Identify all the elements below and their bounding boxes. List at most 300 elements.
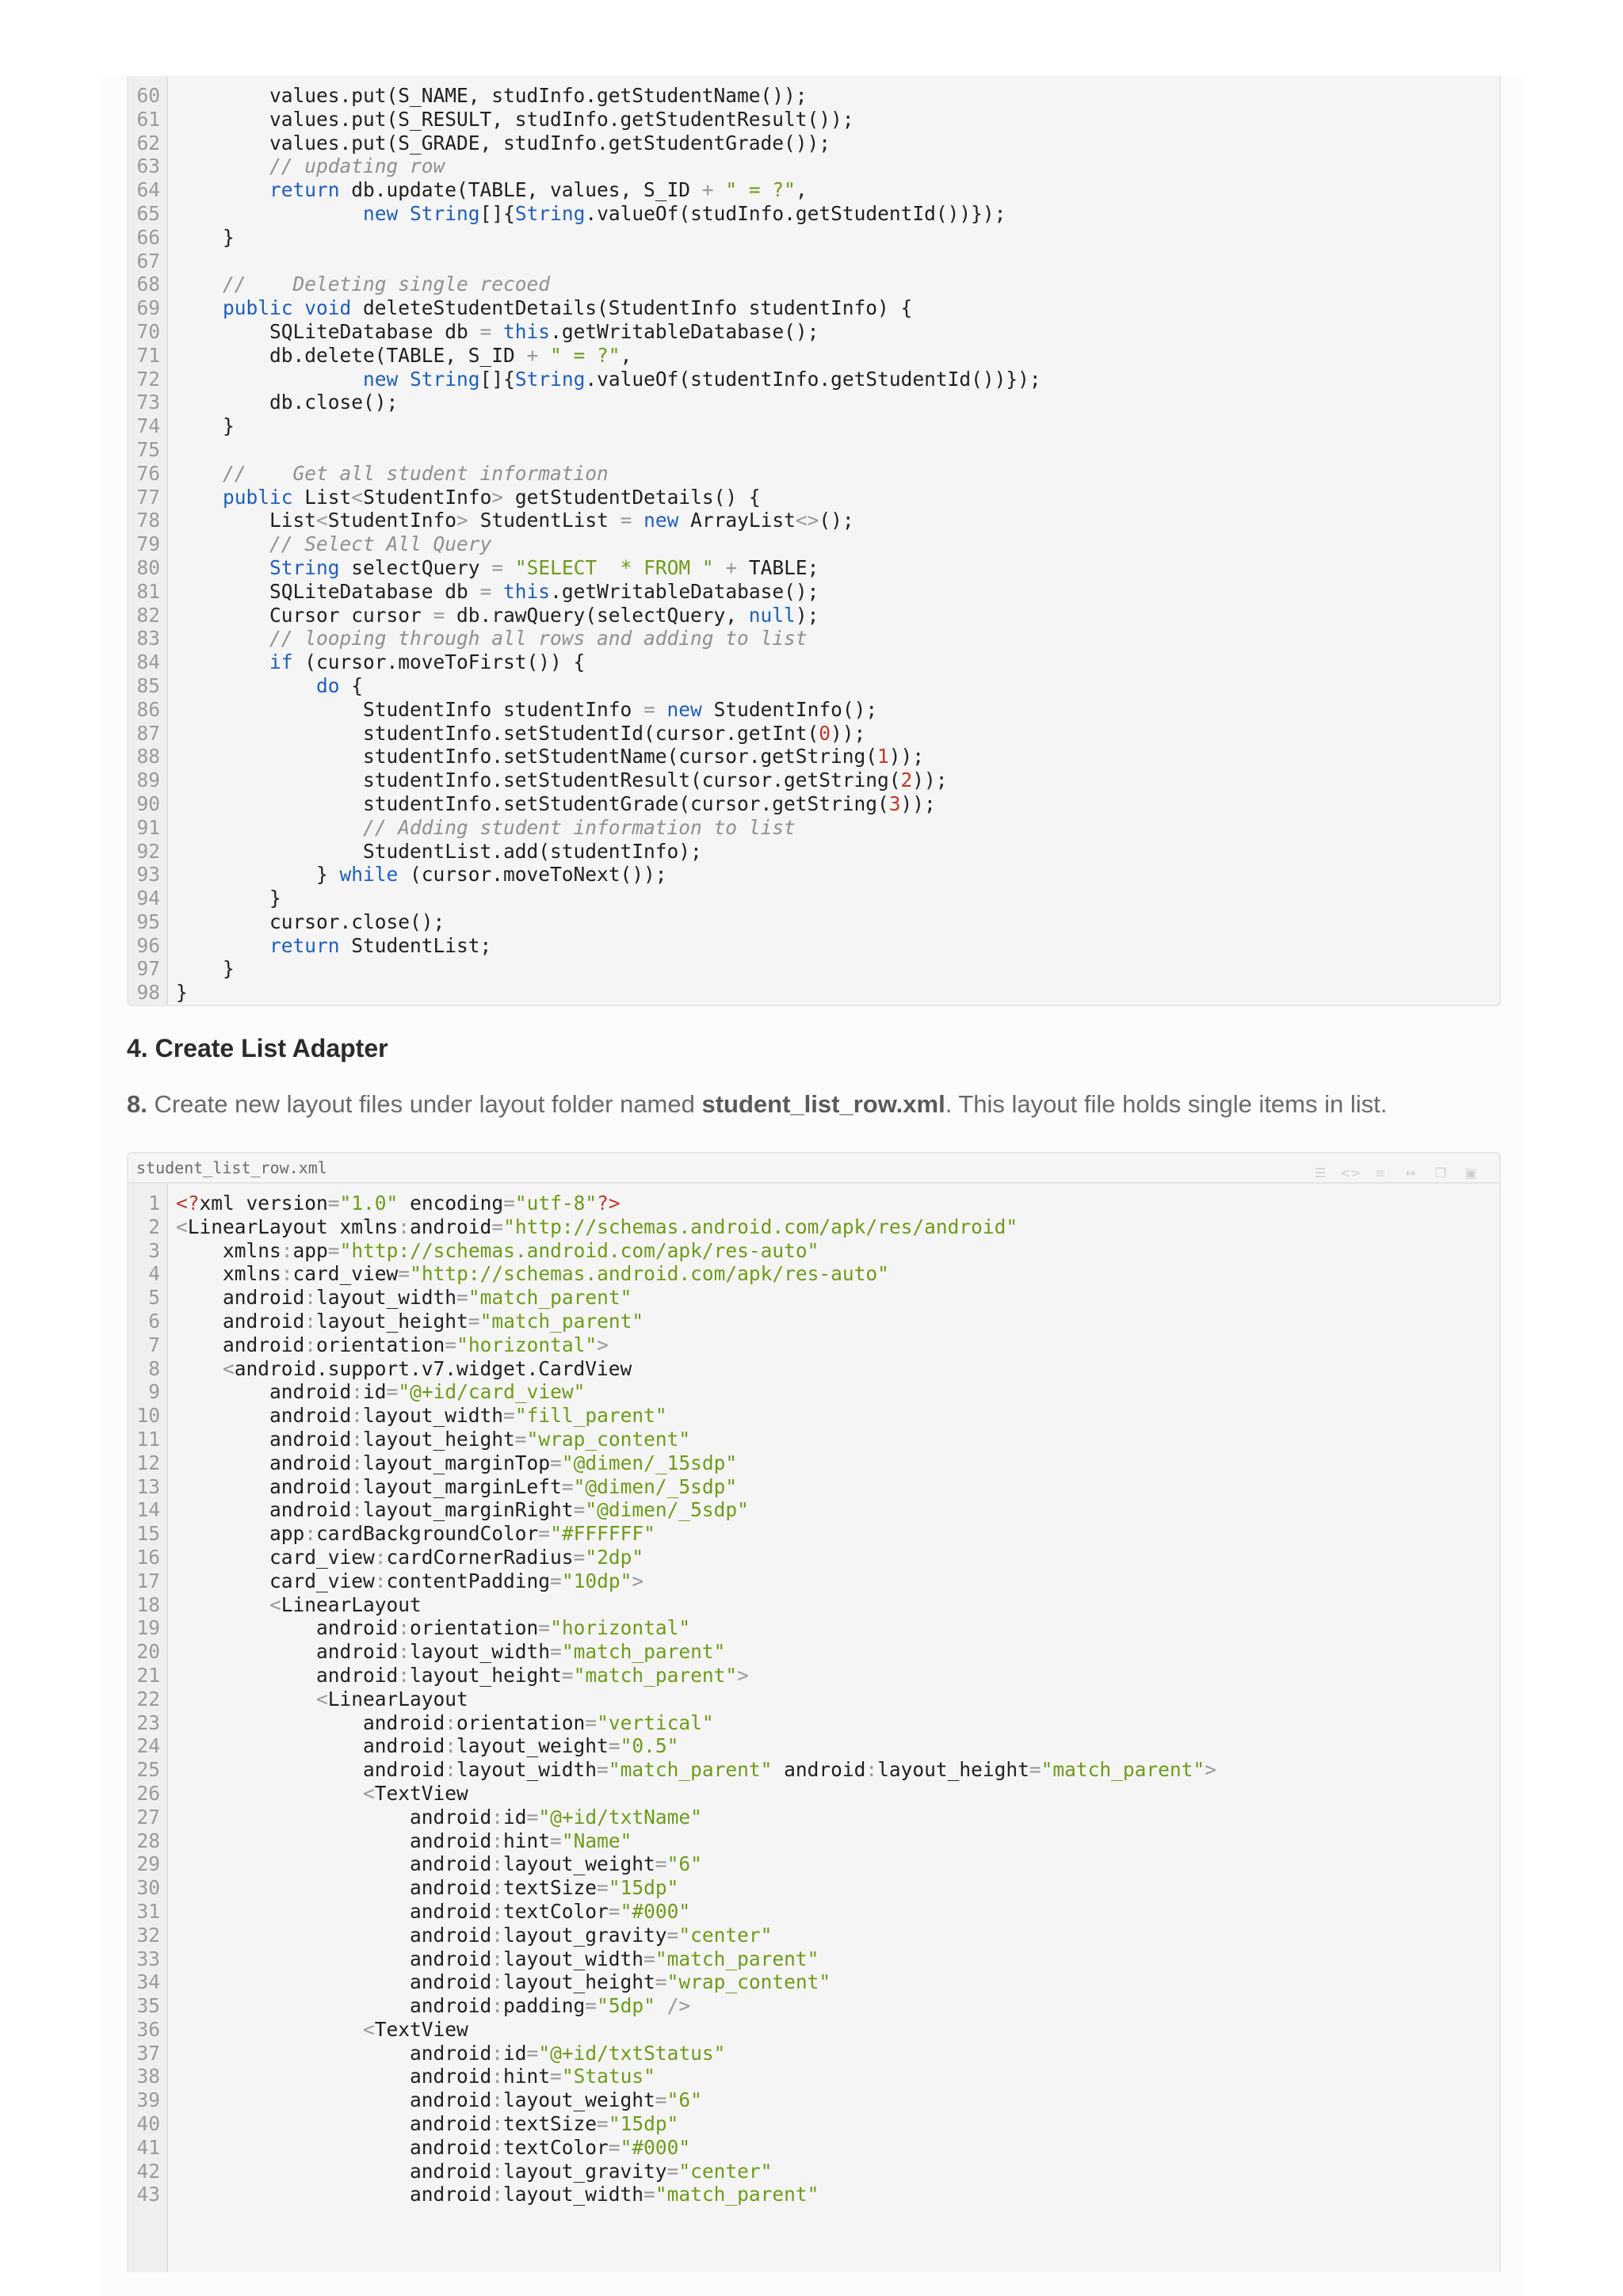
line-number: 83 bbox=[136, 627, 160, 650]
line-number: 98 bbox=[136, 981, 160, 1005]
code-token: 1 bbox=[877, 745, 889, 769]
code-line bbox=[128, 1852, 1499, 1876]
line-number: 64 bbox=[136, 178, 160, 202]
code-token: = bbox=[456, 1286, 468, 1310]
code-token: new bbox=[363, 201, 399, 225]
code-token: : bbox=[398, 1616, 411, 1640]
code-token: = bbox=[643, 1947, 655, 1970]
code-token: []{ bbox=[479, 201, 515, 225]
code-token: = bbox=[597, 2112, 609, 2136]
lines-icon[interactable]: ☰ bbox=[1314, 1165, 1327, 1180]
code-token: = bbox=[514, 1427, 527, 1451]
code-token: : bbox=[281, 1238, 293, 1262]
code-line bbox=[128, 2065, 1499, 2088]
code-token: = bbox=[561, 1663, 574, 1687]
code-token: = bbox=[573, 1498, 586, 1522]
code-block-java bbox=[127, 76, 1501, 1006]
code-token: android bbox=[772, 1758, 866, 1782]
code-token: db.close(); bbox=[176, 391, 399, 414]
code-token: layout_width bbox=[410, 1640, 551, 1664]
code-token: = bbox=[550, 2065, 562, 2088]
code-line bbox=[128, 1380, 1499, 1404]
line-number: 74 bbox=[136, 414, 160, 438]
line-number: 61 bbox=[136, 107, 160, 131]
code-token: (cursor.moveToFirst()) { bbox=[292, 650, 586, 674]
code-token bbox=[176, 178, 269, 201]
expand-icon[interactable]: ↔ bbox=[1405, 1165, 1416, 1180]
window-icon[interactable]: ▣ bbox=[1465, 1165, 1477, 1180]
line-number: 11 bbox=[136, 1427, 160, 1451]
line-number: 37 bbox=[136, 2041, 160, 2065]
code-token: "match_parent" bbox=[479, 1309, 644, 1333]
code-token: android bbox=[176, 1805, 492, 1829]
code-token: StudentInfo bbox=[363, 485, 492, 509]
code-token: = bbox=[468, 1309, 480, 1333]
code-line bbox=[128, 1310, 1499, 1333]
code-token: SQLiteDatabase db bbox=[176, 319, 480, 343]
copy-icon[interactable]: ❐ bbox=[1434, 1165, 1447, 1180]
code-token: db.delete(TABLE, S_ID bbox=[176, 343, 527, 367]
line-number: 33 bbox=[136, 1947, 160, 1970]
code-token: : bbox=[281, 1262, 293, 1286]
code-token: android bbox=[176, 1286, 305, 1310]
code-line bbox=[128, 108, 1499, 132]
list-icon[interactable]: ≡ bbox=[1375, 1165, 1386, 1180]
code-line bbox=[128, 462, 1499, 486]
code-token: "wrap_content" bbox=[526, 1427, 691, 1451]
code-line bbox=[128, 1900, 1499, 1924]
line-number: 80 bbox=[136, 555, 160, 579]
code-token: < bbox=[176, 1215, 188, 1238]
code-token: textColor bbox=[503, 1899, 609, 1923]
line-number: 42 bbox=[136, 2159, 160, 2183]
line-number: 88 bbox=[136, 745, 160, 769]
code-line bbox=[128, 1428, 1499, 1451]
line-number: 10 bbox=[136, 1404, 160, 1428]
line-number: 81 bbox=[136, 579, 160, 603]
code-line bbox=[128, 2160, 1499, 2183]
code-line bbox=[128, 1522, 1499, 1546]
code-token: "@dimen/_5sdp" bbox=[573, 1474, 738, 1498]
code-line bbox=[128, 296, 1499, 320]
code-token: xml version bbox=[199, 1192, 328, 1215]
code-line bbox=[128, 1924, 1499, 1947]
code-token: ArrayList bbox=[678, 509, 796, 532]
code-token: = bbox=[1029, 1758, 1041, 1782]
code-token: layout_width bbox=[363, 1404, 504, 1428]
line-number: 35 bbox=[136, 1994, 160, 2018]
code-line bbox=[128, 1262, 1499, 1286]
code-line bbox=[128, 1569, 1499, 1593]
code-token: layout_height bbox=[410, 1663, 562, 1687]
code-token bbox=[176, 816, 363, 839]
code-token: orientation bbox=[456, 1711, 586, 1734]
line-number: 38 bbox=[136, 2065, 160, 2088]
code-token: android bbox=[176, 1852, 492, 1876]
line-number: 21 bbox=[136, 1663, 160, 1687]
line-number: 2 bbox=[148, 1215, 160, 1238]
code-line bbox=[128, 1215, 1499, 1239]
code-token: "http://schemas.android.com/apk/res-auto" bbox=[339, 1238, 819, 1262]
code-line bbox=[128, 1451, 1499, 1475]
code-token: } bbox=[176, 863, 340, 887]
code-token: layout_gravity bbox=[503, 2159, 667, 2183]
line-number: 20 bbox=[136, 1640, 160, 1664]
code-token: android bbox=[176, 2112, 492, 2136]
code-line bbox=[128, 1357, 1499, 1381]
code-token: "match_parent" bbox=[608, 1758, 773, 1782]
code-token: = bbox=[479, 579, 492, 603]
code-token: : bbox=[445, 1734, 457, 1758]
code-token: android bbox=[176, 2088, 492, 2112]
code-line bbox=[128, 957, 1499, 981]
code-token: 0 bbox=[819, 721, 831, 745]
code-token: : bbox=[398, 1640, 411, 1664]
code-token: SQLiteDatabase db bbox=[176, 579, 480, 603]
code-token bbox=[176, 154, 269, 177]
code-line bbox=[128, 745, 1499, 769]
code-token bbox=[176, 296, 223, 319]
line-number: 40 bbox=[136, 2112, 160, 2136]
code-token: app bbox=[176, 1522, 305, 1546]
code-token: } bbox=[176, 225, 235, 249]
code-token: xmlns bbox=[176, 1238, 281, 1262]
code-token: "http://schemas.android.com/apk/res/android" bbox=[503, 1215, 1018, 1238]
line-number: 84 bbox=[136, 650, 160, 674]
line-number: 71 bbox=[136, 343, 160, 367]
code-token: = bbox=[327, 1238, 340, 1262]
code-token: id bbox=[363, 1380, 387, 1404]
code-token: "6" bbox=[666, 2088, 702, 2112]
code-token: android bbox=[176, 1309, 305, 1333]
code-token: layout_width bbox=[316, 1286, 457, 1310]
code-token: layout_weight bbox=[503, 2088, 655, 2112]
line-number: 14 bbox=[136, 1498, 160, 1522]
code-token: ?> bbox=[597, 1192, 621, 1215]
code-token: = bbox=[620, 509, 632, 532]
code-token: db.rawQuery(selectQuery, bbox=[445, 603, 749, 627]
code-toolbar bbox=[1309, 1165, 1482, 1180]
code-line bbox=[128, 1616, 1499, 1640]
line-number: 5 bbox=[148, 1286, 160, 1310]
code-line bbox=[128, 202, 1499, 226]
code-line bbox=[128, 1829, 1499, 1853]
code-token: = bbox=[655, 1852, 667, 1876]
line-number: 65 bbox=[136, 201, 160, 225]
code-line bbox=[128, 1876, 1499, 1900]
code-token: textSize bbox=[503, 2112, 598, 2136]
code-token: layout_marginRight bbox=[363, 1498, 574, 1522]
code-token: <> bbox=[795, 509, 819, 532]
code-token: TABLE; bbox=[737, 555, 819, 579]
code-line bbox=[128, 509, 1499, 532]
code-block-xml bbox=[127, 1152, 1501, 2272]
code-token: .valueOf(studentInfo.getStudentId())}); bbox=[585, 367, 1041, 391]
code-token: while bbox=[339, 863, 399, 887]
code-token bbox=[538, 344, 550, 367]
code-line bbox=[128, 84, 1499, 108]
line-number: 17 bbox=[136, 1569, 160, 1592]
code-line bbox=[128, 1806, 1499, 1829]
code-token: : bbox=[491, 2183, 504, 2206]
code-token: = bbox=[608, 1899, 621, 1923]
code-token: : bbox=[491, 1829, 504, 1852]
line-number: 91 bbox=[136, 815, 160, 839]
code-token: } bbox=[176, 887, 281, 910]
code-line bbox=[128, 1947, 1499, 1971]
code-token: "Name" bbox=[561, 1829, 632, 1852]
line-number: 16 bbox=[136, 1545, 160, 1569]
code-token: = bbox=[526, 2041, 539, 2065]
code-token: + bbox=[526, 343, 539, 367]
line-number: 97 bbox=[136, 957, 160, 981]
code-token: " = ?" bbox=[725, 178, 796, 202]
code-token: { bbox=[339, 673, 364, 697]
code-token: android bbox=[176, 2065, 492, 2088]
code-token: layout_height bbox=[363, 1427, 515, 1451]
code-token bbox=[176, 650, 269, 673]
code-token: : bbox=[491, 2159, 504, 2183]
code-token: xmlns bbox=[176, 1262, 281, 1286]
code-token: : bbox=[351, 1474, 364, 1498]
code-token: ); bbox=[795, 603, 819, 627]
code-token: encoding bbox=[398, 1192, 504, 1215]
code-token: )); bbox=[888, 745, 925, 769]
code-token: = bbox=[573, 1545, 586, 1569]
code-line bbox=[128, 1475, 1499, 1499]
code-token bbox=[632, 509, 643, 532]
code-token: )); bbox=[831, 721, 866, 745]
code-token: : bbox=[491, 1994, 504, 2018]
line-number: 29 bbox=[136, 1852, 160, 1876]
code-token: : bbox=[491, 1947, 504, 1970]
code-token: = bbox=[526, 1805, 539, 1829]
code-token: // looping through all rows and adding to list bbox=[269, 627, 808, 650]
code-token: // Adding student information to list bbox=[363, 815, 796, 839]
line-number: 67 bbox=[136, 249, 160, 273]
code-token: String bbox=[410, 201, 480, 225]
code-token: StudentInfo studentInfo bbox=[176, 697, 644, 721]
code-icon[interactable]: <> bbox=[1339, 1165, 1361, 1180]
line-number: 8 bbox=[148, 1356, 160, 1380]
code-token: layout_weight bbox=[456, 1734, 609, 1758]
code-token: android bbox=[176, 1380, 352, 1404]
code-token bbox=[176, 1688, 316, 1711]
code-line bbox=[128, 1239, 1499, 1263]
code-token: : bbox=[491, 1876, 504, 1900]
line-number: 78 bbox=[136, 509, 160, 532]
code-token: = bbox=[538, 1522, 551, 1546]
line-number: 1 bbox=[148, 1192, 160, 1215]
code-token: } bbox=[176, 981, 188, 1005]
code-token: = bbox=[666, 2159, 679, 2183]
code-line bbox=[128, 2136, 1499, 2160]
code-token: : bbox=[304, 1309, 317, 1333]
code-token: android bbox=[176, 1333, 305, 1356]
code-token: card_view bbox=[176, 1569, 375, 1592]
code-token: "@dimen/_15sdp" bbox=[561, 1451, 738, 1474]
code-token: : bbox=[865, 1758, 878, 1782]
code-line bbox=[128, 910, 1499, 934]
line-number: 27 bbox=[136, 1805, 160, 1829]
code-token: : bbox=[491, 2112, 504, 2136]
code-token: "#000" bbox=[620, 1899, 691, 1923]
code-line bbox=[128, 698, 1499, 722]
code-token: card_view bbox=[292, 1262, 399, 1286]
code-token: = bbox=[666, 1923, 679, 1947]
code-token: > bbox=[456, 509, 468, 532]
code-token: // updating row bbox=[269, 154, 445, 178]
code-token bbox=[176, 202, 363, 225]
code-token: android bbox=[176, 1404, 352, 1428]
code-token: android bbox=[176, 2041, 492, 2065]
code-line bbox=[128, 934, 1499, 958]
code-token: : bbox=[304, 1522, 317, 1546]
code-token: layout_width bbox=[456, 1758, 598, 1782]
line-number: 73 bbox=[136, 391, 160, 414]
code-token: .valueOf(studInfo.getStudentId())}); bbox=[585, 201, 1006, 225]
code-token: < bbox=[316, 1687, 328, 1711]
section-heading: 4. Create List Adapter bbox=[127, 1034, 388, 1062]
code-token: List bbox=[176, 509, 317, 532]
step-filename: student_list_row.xml bbox=[701, 1090, 945, 1118]
code-token: "@+id/txtName" bbox=[538, 1805, 702, 1829]
code-token: = bbox=[503, 1192, 515, 1215]
code-token: = bbox=[561, 1474, 574, 1498]
code-token: "utf-8" bbox=[514, 1192, 598, 1215]
code-token: "SELECT * FROM " bbox=[514, 555, 714, 579]
code-token: > bbox=[597, 1333, 609, 1356]
code-token: = bbox=[597, 1876, 609, 1900]
code-token: : bbox=[445, 1711, 457, 1734]
code-token: = bbox=[585, 1711, 598, 1734]
line-number: 62 bbox=[136, 131, 160, 154]
line-number: 77 bbox=[136, 485, 160, 509]
code-token: "@+id/txtStatus" bbox=[538, 2041, 726, 2065]
line-number: 68 bbox=[136, 273, 160, 296]
code-line bbox=[128, 273, 1499, 296]
code-token bbox=[176, 1782, 363, 1805]
code-token: values.put(S_GRADE, studInfo.getStudentGrade()); bbox=[176, 131, 831, 154]
code-token: = bbox=[445, 1333, 457, 1356]
code-token: "wrap_content" bbox=[666, 1970, 831, 1994]
step-paragraph bbox=[127, 1090, 1490, 1119]
code-token: []{ bbox=[479, 367, 515, 391]
code-token: android bbox=[176, 1876, 492, 1900]
code-line bbox=[128, 1640, 1499, 1664]
code-line bbox=[128, 627, 1499, 650]
code-token: studentInfo.setStudentGrade(cursor.getString( bbox=[176, 791, 889, 815]
code-token: "@dimen/_5sdp" bbox=[585, 1498, 749, 1522]
code-token bbox=[714, 556, 726, 579]
code-filename: student_list_row.xml bbox=[136, 1158, 327, 1177]
code-token: StudentInfo bbox=[327, 509, 457, 532]
code-token: android bbox=[176, 1640, 399, 1664]
code-line bbox=[128, 1333, 1499, 1357]
code-line bbox=[128, 816, 1499, 840]
code-token: // Select All Query bbox=[269, 532, 492, 556]
code-line bbox=[128, 226, 1499, 250]
code-token bbox=[176, 1593, 269, 1616]
code-token: < bbox=[363, 1781, 375, 1805]
code-token: android bbox=[176, 1427, 352, 1451]
code-token: android bbox=[176, 1947, 492, 1970]
code-token: .getWritableDatabase(); bbox=[550, 579, 819, 603]
line-number: 18 bbox=[136, 1592, 160, 1616]
code-token: : bbox=[491, 1970, 504, 1994]
code-token: studentInfo.setStudentId(cursor.getInt( bbox=[176, 721, 819, 745]
step-number: 8. bbox=[127, 1090, 147, 1118]
code-token: = bbox=[433, 603, 445, 627]
code-file-bar bbox=[128, 1154, 1499, 1184]
code-token: android bbox=[176, 1994, 492, 2018]
line-number: 34 bbox=[136, 1970, 160, 1994]
code-token: )); bbox=[912, 769, 948, 792]
line-number: 15 bbox=[136, 1522, 160, 1546]
code-token: = bbox=[550, 1451, 562, 1474]
code-token: studentInfo.setStudentName(cursor.getString( bbox=[176, 745, 878, 769]
code-line bbox=[128, 154, 1499, 178]
line-number: 12 bbox=[136, 1451, 160, 1474]
code-token: "vertical" bbox=[597, 1711, 714, 1734]
code-line bbox=[128, 1711, 1499, 1735]
code-token: , bbox=[620, 343, 632, 367]
code-token bbox=[655, 1994, 667, 2017]
code-line bbox=[128, 769, 1499, 792]
code-token: android bbox=[176, 1498, 352, 1522]
code-token: new bbox=[363, 367, 399, 391]
code-token: > bbox=[491, 485, 504, 509]
code-token: : bbox=[351, 1427, 364, 1451]
line-number: 79 bbox=[136, 532, 160, 556]
line-number: 60 bbox=[136, 84, 160, 107]
code-line bbox=[128, 1404, 1499, 1428]
line-number: 63 bbox=[136, 154, 160, 178]
code-line bbox=[128, 556, 1499, 580]
code-token: "15dp" bbox=[608, 1876, 679, 1900]
line-number: 90 bbox=[136, 791, 160, 815]
line-number: 9 bbox=[148, 1380, 160, 1404]
code-line bbox=[128, 840, 1499, 864]
code-line bbox=[128, 344, 1499, 368]
line-number: 76 bbox=[136, 461, 160, 485]
code-token bbox=[176, 934, 269, 957]
code-token: , bbox=[795, 178, 808, 202]
code-token: : bbox=[491, 1923, 504, 1947]
code-token: "http://schemas.android.com/apk/res-auto" bbox=[410, 1262, 889, 1286]
code-token bbox=[176, 2018, 363, 2041]
code-token: layout_gravity bbox=[503, 1923, 667, 1947]
line-number: 7 bbox=[148, 1333, 160, 1356]
line-number: 19 bbox=[136, 1616, 160, 1640]
code-token: < bbox=[316, 509, 328, 532]
code-token: "horizontal" bbox=[456, 1333, 598, 1356]
code-token: values.put(S_RESULT, studInfo.getStudentResult()); bbox=[176, 107, 854, 131]
code-token: textColor bbox=[503, 2135, 609, 2159]
code-token bbox=[398, 202, 410, 225]
step-text-before: Create new layout files under layout folder named bbox=[147, 1090, 702, 1118]
code-line bbox=[128, 2088, 1499, 2112]
code-token: android bbox=[176, 1474, 352, 1498]
code-token: android bbox=[176, 1663, 399, 1687]
code-token bbox=[176, 486, 223, 509]
code-lines bbox=[128, 84, 1499, 1005]
line-number: 70 bbox=[136, 319, 160, 343]
code-token: cursor.close(); bbox=[176, 910, 445, 933]
code-token: layout_weight bbox=[503, 1852, 655, 1876]
code-token: + bbox=[725, 555, 738, 579]
code-token: /> bbox=[666, 1994, 691, 2018]
